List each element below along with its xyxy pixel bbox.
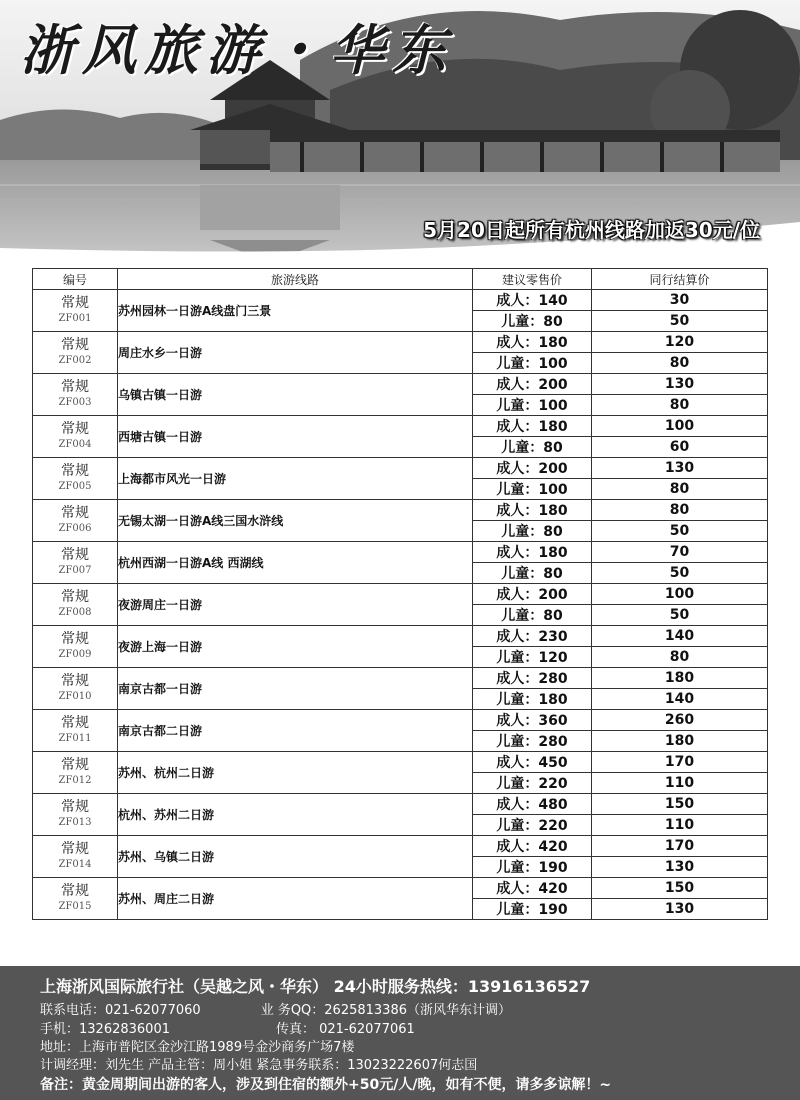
routes-table-body (33, 290, 768, 920)
child-retail-price (473, 647, 592, 668)
adult-label: 成人： (496, 419, 539, 435)
route-code-cell (33, 584, 118, 626)
routes-table (32, 268, 768, 920)
child-net-price: 140 (592, 689, 768, 710)
adult-retail-value: 200 (538, 461, 568, 477)
adult-net-price: 100 (592, 584, 768, 605)
company-hotline: 上海浙风国际旅行社（吴越之风・华东） 24小时服务热线：13916136527 (40, 977, 591, 996)
adult-net-price: 260 (592, 710, 768, 731)
route-code-cell (33, 542, 118, 584)
child-net-price: 50 (592, 605, 768, 626)
child-label: 儿童： (496, 482, 539, 498)
child-label: 儿童： (496, 692, 539, 708)
adult-net-price: 70 (592, 542, 768, 563)
adult-net-price: 150 (592, 878, 768, 899)
route-code-cell (33, 626, 118, 668)
child-retail-price (473, 353, 592, 374)
child-retail-price (473, 731, 592, 752)
col-code-header: 编号 (33, 269, 118, 290)
route-id: ZF010 (58, 690, 92, 702)
route-id: ZF002 (58, 354, 92, 366)
adult-label: 成人： (496, 839, 539, 855)
route-kind: 常规 (61, 294, 89, 311)
adult-retail-price (473, 668, 592, 689)
adult-label: 成人： (496, 587, 539, 603)
child-retail-value: 190 (538, 860, 568, 876)
child-label: 儿童： (501, 440, 544, 456)
route-code-cell (33, 290, 118, 332)
route-kind: 常规 (61, 378, 89, 395)
child-label: 儿童： (496, 734, 539, 750)
route-name: 苏州、周庄二日游 (118, 878, 473, 920)
route-kind: 常规 (61, 336, 89, 353)
route-name: 苏州、杭州二日游 (118, 752, 473, 794)
route-code-cell (33, 668, 118, 710)
child-retail-value: 80 (543, 314, 563, 330)
table-row (33, 374, 768, 395)
child-retail-price (473, 689, 592, 710)
child-retail-price (473, 563, 592, 584)
adult-retail-value: 140 (538, 293, 568, 309)
route-code-cell (33, 458, 118, 500)
table-row (33, 878, 768, 899)
adult-label: 成人： (496, 461, 539, 477)
table-row (33, 710, 768, 731)
adult-retail-value: 480 (538, 797, 568, 813)
adult-net-price: 140 (592, 626, 768, 647)
route-code-cell (33, 752, 118, 794)
adult-retail-price (473, 710, 592, 731)
adult-retail-value: 200 (538, 587, 568, 603)
route-name: 周庄水乡一日游 (118, 332, 473, 374)
route-kind: 常规 (61, 756, 89, 773)
route-kind: 常规 (61, 462, 89, 479)
route-kind: 常规 (61, 882, 89, 899)
child-label: 儿童： (501, 608, 544, 624)
adult-net-price: 180 (592, 668, 768, 689)
route-name: 苏州园林一日游A线盘门三景 (118, 290, 473, 332)
route-id: ZF003 (58, 396, 92, 408)
child-label: 儿童： (496, 860, 539, 876)
col-retail-header: 建议零售价 (473, 269, 592, 290)
adult-net-price: 130 (592, 458, 768, 479)
child-retail-value: 80 (543, 440, 563, 456)
table-row (33, 542, 768, 563)
child-label: 儿童： (496, 902, 539, 918)
route-code-cell (33, 374, 118, 416)
child-retail-value: 80 (543, 566, 563, 582)
child-label: 儿童： (496, 818, 539, 834)
adult-retail-price (473, 584, 592, 605)
adult-retail-price (473, 500, 592, 521)
adult-label: 成人： (496, 755, 539, 771)
route-name: 夜游上海一日游 (118, 626, 473, 668)
contact-fax: 传真： 021-62077061 (275, 1022, 415, 1037)
route-id: ZF006 (58, 522, 92, 534)
route-id: ZF009 (58, 648, 92, 660)
route-code-cell (33, 332, 118, 374)
adult-retail-value: 230 (538, 629, 568, 645)
table-row (33, 500, 768, 521)
child-label: 儿童： (496, 776, 539, 792)
child-label: 儿童： (501, 314, 544, 330)
child-retail-price (473, 521, 592, 542)
adult-net-price: 150 (592, 794, 768, 815)
adult-retail-price (473, 542, 592, 563)
route-kind: 常规 (61, 840, 89, 857)
table-row (33, 752, 768, 773)
route-id: ZF001 (58, 312, 92, 324)
child-label: 儿童： (501, 566, 544, 582)
child-net-price: 110 (592, 815, 768, 836)
route-kind: 常规 (61, 714, 89, 731)
route-name: 西塘古镇一日游 (118, 416, 473, 458)
adult-retail-price (473, 752, 592, 773)
child-retail-value: 220 (538, 818, 568, 834)
adult-label: 成人： (496, 671, 539, 687)
child-retail-price (473, 899, 592, 920)
adult-retail-price (473, 416, 592, 437)
route-name: 苏州、乌镇二日游 (118, 836, 473, 878)
adult-retail-price (473, 836, 592, 857)
adult-net-price: 130 (592, 374, 768, 395)
route-kind: 常规 (61, 504, 89, 521)
table-row (33, 332, 768, 353)
table-row (33, 836, 768, 857)
adult-net-price: 120 (592, 332, 768, 353)
adult-label: 成人： (496, 797, 539, 813)
child-net-price: 130 (592, 857, 768, 878)
table-row (33, 626, 768, 647)
route-name: 杭州、苏州二日游 (118, 794, 473, 836)
route-name: 乌镇古镇一日游 (118, 374, 473, 416)
route-id: ZF013 (58, 816, 92, 828)
adult-retail-value: 180 (538, 335, 568, 351)
contact-row-1 (40, 999, 511, 1018)
child-net-price: 50 (592, 311, 768, 332)
route-kind: 常规 (61, 798, 89, 815)
child-net-price: 50 (592, 521, 768, 542)
route-name: 南京古都一日游 (118, 668, 473, 710)
child-net-price: 60 (592, 437, 768, 458)
child-retail-value: 220 (538, 776, 568, 792)
child-retail-value: 280 (538, 734, 568, 750)
adult-net-price: 170 (592, 752, 768, 773)
contact-row-2 (40, 1018, 415, 1037)
route-name: 夜游周庄一日游 (118, 584, 473, 626)
route-code-cell (33, 500, 118, 542)
child-net-price: 80 (592, 479, 768, 500)
adult-retail-value: 420 (538, 881, 568, 897)
adult-retail-value: 360 (538, 713, 568, 729)
adult-label: 成人： (496, 377, 539, 393)
adult-label: 成人： (496, 881, 539, 897)
route-kind: 常规 (61, 588, 89, 605)
adult-label: 成人： (496, 335, 539, 351)
route-id: ZF014 (58, 858, 92, 870)
child-label: 儿童： (501, 524, 544, 540)
adult-retail-price (473, 458, 592, 479)
adult-label: 成人： (496, 629, 539, 645)
route-id: ZF008 (58, 606, 92, 618)
route-id: ZF011 (58, 732, 92, 744)
route-id: ZF015 (58, 900, 92, 912)
child-retail-price (473, 437, 592, 458)
adult-retail-price (473, 290, 592, 311)
promo-banner: 5月20日起所有杭州线路加返30元/位 (423, 218, 760, 242)
child-net-price: 130 (592, 899, 768, 920)
child-label: 儿童： (496, 650, 539, 666)
adult-net-price: 100 (592, 416, 768, 437)
route-code-cell (33, 878, 118, 920)
adult-retail-value: 450 (538, 755, 568, 771)
adult-label: 成人： (496, 503, 539, 519)
child-net-price: 80 (592, 647, 768, 668)
child-retail-value: 80 (543, 524, 563, 540)
adult-retail-price (473, 794, 592, 815)
child-label: 儿童： (496, 356, 539, 372)
footer-note: 备注：黄金周期间出游的客人，涉及到住宿的额外+50元/人/晚，如有不便，请多多谅解！~ (40, 1077, 612, 1093)
route-code-cell (33, 710, 118, 752)
route-kind: 常规 (61, 546, 89, 563)
child-retail-price (473, 311, 592, 332)
adult-retail-value: 180 (538, 545, 568, 561)
adult-retail-value: 420 (538, 839, 568, 855)
route-name: 上海都市风光一日游 (118, 458, 473, 500)
table-row (33, 584, 768, 605)
child-retail-value: 190 (538, 902, 568, 918)
adult-label: 成人： (496, 293, 539, 309)
table-row (33, 668, 768, 689)
child-retail-value: 100 (538, 482, 568, 498)
adult-label: 成人： (496, 545, 539, 561)
child-retail-price (473, 395, 592, 416)
table-row (33, 794, 768, 815)
child-net-price: 80 (592, 395, 768, 416)
route-id: ZF007 (58, 564, 92, 576)
adult-retail-price (473, 332, 592, 353)
child-retail-value: 80 (543, 608, 563, 624)
child-retail-price (473, 479, 592, 500)
child-retail-price (473, 815, 592, 836)
adult-retail-value: 180 (538, 503, 568, 519)
table-row (33, 416, 768, 437)
adult-net-price: 30 (592, 290, 768, 311)
child-retail-value: 180 (538, 692, 568, 708)
table-row (33, 458, 768, 479)
route-kind: 常规 (61, 672, 89, 689)
contact-phone: 联系电话：021-62077060 (40, 1003, 201, 1018)
page-title: 浙风旅游・华东 (20, 18, 454, 82)
route-id: ZF005 (58, 480, 92, 492)
adult-retail-value: 280 (538, 671, 568, 687)
adult-label: 成人： (496, 713, 539, 729)
adult-retail-value: 200 (538, 377, 568, 393)
contact-staff: 计调经理：刘先生 产品主管：周小姐 紧急事务联系：13023222607何志国 (40, 1058, 478, 1073)
route-code-cell (33, 836, 118, 878)
route-kind: 常规 (61, 630, 89, 647)
adult-net-price: 80 (592, 500, 768, 521)
adult-retail-value: 180 (538, 419, 568, 435)
adult-retail-price (473, 626, 592, 647)
col-net-header: 同行结算价 (592, 269, 768, 290)
route-code-cell (33, 416, 118, 458)
contact-qq: 业 务QQ：2625813386（浙风华东计调） (260, 1003, 511, 1018)
col-route-header: 旅游线路 (118, 269, 473, 290)
table-row (33, 290, 768, 311)
route-name: 南京古都二日游 (118, 710, 473, 752)
route-name: 无锡太湖一日游A线三国水浒线 (118, 500, 473, 542)
child-retail-value: 120 (538, 650, 568, 666)
route-id: ZF012 (58, 774, 92, 786)
table-header-row (33, 269, 768, 290)
adult-retail-price (473, 374, 592, 395)
child-net-price: 50 (592, 563, 768, 584)
child-retail-value: 100 (538, 356, 568, 372)
contact-mobile: 手机：13262836001 (40, 1022, 170, 1037)
child-retail-price (473, 773, 592, 794)
child-retail-price (473, 605, 592, 626)
adult-net-price: 170 (592, 836, 768, 857)
contact-address: 地址：上海市普陀区金沙江路1989号金沙商务广场7楼 (40, 1040, 355, 1055)
route-kind: 常规 (61, 420, 89, 437)
child-net-price: 180 (592, 731, 768, 752)
child-retail-price (473, 857, 592, 878)
header-banner (0, 0, 800, 262)
child-label: 儿童： (496, 398, 539, 414)
route-id: ZF004 (58, 438, 92, 450)
child-net-price: 110 (592, 773, 768, 794)
footer (0, 966, 800, 1100)
route-name: 杭州西湖一日游A线 西湖线 (118, 542, 473, 584)
adult-retail-price (473, 878, 592, 899)
child-retail-value: 100 (538, 398, 568, 414)
route-code-cell (33, 794, 118, 836)
child-net-price: 80 (592, 353, 768, 374)
